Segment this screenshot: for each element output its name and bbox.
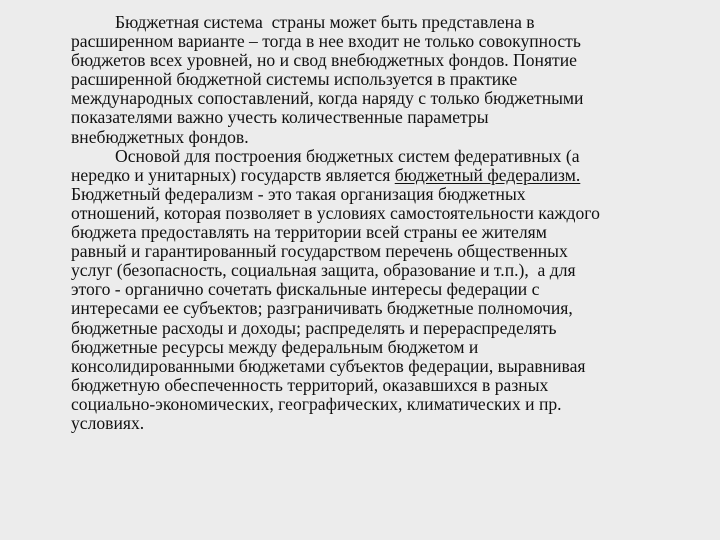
text-line: Бюджетный федерализм - это такая организация бюджетных (71, 183, 526, 204)
text-line: бюджетные расходы и доходы; распределять и перераспределять (71, 317, 557, 338)
text-line: расширенном варианте – тогда в нее входит не только совокупность (71, 31, 581, 52)
paragraph-budget-system (71, 13, 703, 147)
text-line: Основой для построения бюджетных систем федеративных (а (115, 145, 580, 166)
text-line: услуг (безопасность, социальная защита, образование и т.п.), а для (71, 260, 576, 281)
budget-federalism-link[interactable]: бюджетный федерализм. (394, 164, 581, 185)
text-line: бюджетную обеспеченность территорий, оказавшихся в разных (71, 374, 549, 395)
text-line: бюджетов всех уровней, но и свод внебюджетных фондов. Понятие (71, 50, 577, 71)
text-line: международных сопоставлений, когда наряду с только бюджетными (71, 88, 584, 109)
text-line: консолидированными бюджетами субъектов федерации, выравнивая (71, 355, 586, 376)
paragraph-budget-federalism (71, 147, 703, 433)
text-line: Бюджетная система страны может быть представлена в (115, 12, 535, 32)
text-line: условиях. (71, 412, 145, 433)
text-line: этого - органично сочетать фискальные интересы федерации с (71, 279, 540, 300)
text-block (71, 13, 703, 433)
text-line: отношений, которая позволяет в условиях самостоятельности каждого (71, 202, 600, 223)
text-line: бюджета предоставлять на территории всей страны ее жителям (71, 222, 547, 243)
text-line: интересами ее субъектов; разграничивать бюджетные полномочия, (71, 298, 573, 319)
text-line: бюджетные ресурсы между федеральным бюджетом и (71, 336, 479, 357)
text-line: расширенной бюджетной системы используется в практике (71, 69, 518, 90)
text-line: социально-экономических, географических, климатических и пр. (71, 393, 562, 414)
text-line: внебюджетных фондов. (71, 126, 249, 147)
text-line: равный и гарантированный государством перечень общественных (71, 241, 568, 262)
text-line: показателями важно учесть количественные параметры (71, 107, 489, 128)
text-line: нередко и унитарных) государств является бюджетный федерализм. (71, 164, 581, 185)
